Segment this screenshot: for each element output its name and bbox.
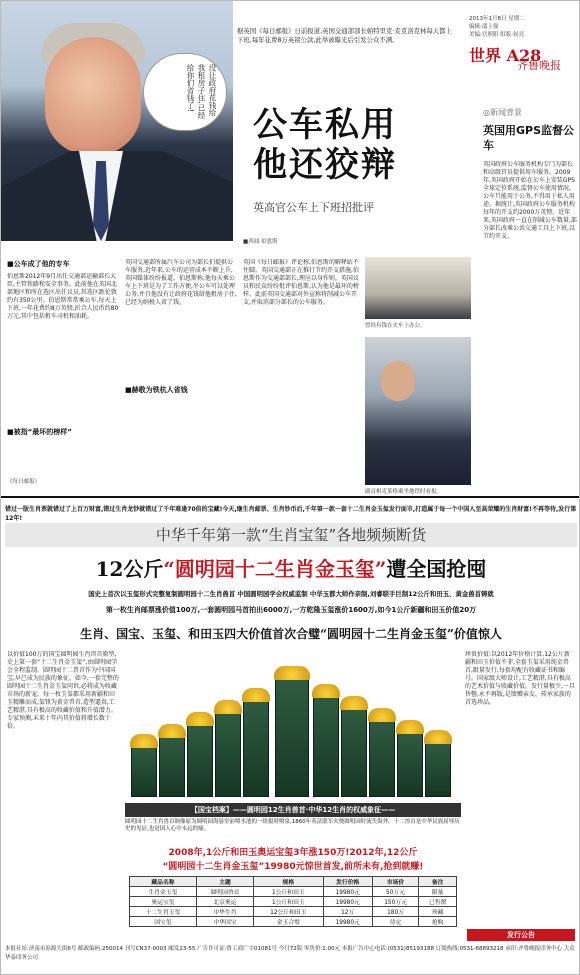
table-row	[130, 887, 457, 897]
table-header-cell: 藏品名称	[130, 877, 197, 887]
section-heading-3: ■赫敬为铁杭人省钱	[125, 386, 188, 394]
masthead-info	[469, 15, 577, 39]
table-cell: 中华国宝	[196, 917, 253, 927]
ad-line-1: 国史上首次以玉玺形式完整复制圆明园十二生肖兽首 中国圆明园学会权威监制 中华玉都大师作亲制,刘睿联手巨制12公斤和田玉、黄金兽首铸就	[88, 590, 494, 598]
price-table-header	[130, 877, 457, 887]
seal-4	[215, 713, 241, 797]
side-label: ◎新闻背景	[483, 108, 522, 117]
table-cell: 12公斤和田玉	[254, 907, 324, 917]
table-cell: 19980元	[323, 917, 372, 927]
seal-9	[369, 721, 395, 797]
seal-1	[131, 747, 157, 797]
body-text-left: 伯恩斯2012年9月出任交通部运输部长大臣,主管铁路和安全事务。此前他在英国北部地区和所在选区出任议员,其选区距伦敦约有350公里。伯恩斯常常乘公车,每天上下班,一年花费约8万英镑,折合人民币约80万元,其中包括租车司机和油耗。	[7, 273, 119, 320]
side-title: 英国用GPS监督公车	[483, 124, 575, 152]
table-cell: 奥运宝玺	[130, 897, 197, 907]
table-cell: 1公斤和田玉	[254, 887, 324, 897]
product-image	[125, 649, 461, 797]
seal-7	[313, 697, 339, 797]
promo-line-2: “圆明园十二生肖金玉玺”19980元惊世首发,前所未有,抢到就赚!	[162, 862, 424, 872]
ad-left-column: 以价值100万的国宝圆明园生肖兽首原型,史上第一套“十二生肖金玉玺”,由圆明园学会全程监制。圆明园十二兽首作为中国国宝,早已成为民族的象征。如今,一套完整的圆明园十二生肖金玉玺问世,必将成为收藏市场的新宠。每一枚玉玺都采用新疆和田玉精雕而成,玺钮为黄金兽首,造型逼真,工艺精湛,具有极高的收藏价值和升值潜力。专家预测,未来十年内其价值将增长数十倍。	[7, 651, 119, 730]
headline-subtitle: 英高官公车上下班招批评	[253, 201, 374, 214]
page-footer: 本报社址:济南市泺源大街6号 邮政编码:250014 刊号CN37-0003 邮发23-55 广告许可证:鲁工商广字01081号 今日72版 零售价:1.00元 本报广告中心电话:(0531)85193188 订阅热线:0531-68893218 承印:齐鲁晚报印务中心 大众华泰印务公司	[5, 946, 575, 961]
table-cell: 圆明园兽首	[196, 887, 253, 897]
body-column-left	[7, 259, 119, 493]
hotline-banner: 发行公告	[467, 929, 575, 941]
table-cell: 北京奥运	[196, 897, 253, 907]
table-cell: 限量	[419, 887, 457, 897]
price-table	[129, 876, 457, 927]
caption-2: 副首相克莱格乘坐地铁时看报。	[365, 489, 443, 495]
table-cell: 十二生肖玉玺	[130, 907, 197, 917]
seal-2	[159, 737, 185, 797]
table-cell: 中华生肖	[196, 907, 253, 917]
table-cell: 已售罄	[419, 897, 457, 907]
section-name: 世界 A28	[469, 46, 542, 65]
table-cell: 珍藏	[419, 907, 457, 917]
table-header-cell: 主题	[196, 877, 253, 887]
photo-subway-face	[381, 361, 415, 401]
quote-bubble: 没让政府花钱给我租房子住,已经给你们省钱了!	[143, 53, 227, 131]
seal-3	[187, 725, 213, 797]
editor-credit: 编辑:邵士强	[469, 24, 499, 30]
body-column-middle	[125, 259, 237, 493]
seal-8	[341, 709, 367, 797]
design-credit: 美编:宫照阳 组版:侯亮	[469, 32, 524, 38]
table-header-cell: 发行价格	[323, 877, 372, 887]
paper-name: 齐鲁晚报	[517, 59, 561, 72]
table-cell: 金玉合璧	[254, 917, 324, 927]
side-body: 英国政府公车服务机构专门为部长和高级官员提供用车服务。2009年,英国政府开始在公车上安装GPS全球定位系统,监督公车使用情况。公车只能用于公务,不得用于私人用途。据统计,英国政府公车服务机构每年的开支约2000万英镑。近年来,英国政府一直在削减公车数量,部分部长改乘公共交通工具上下班,以节约开支。	[483, 161, 577, 240]
caption-1: 曾经有钱在火车上办公。	[365, 323, 426, 329]
ad-intro: 错过一版生肖票就错过了上百万财富,错过生肖龙钞就错过了千年难逢70倍的宝藏!今天,继生肖邮票、生肖钞币后,千年第一款一套十二生肖金玉玺发行面市,打造属于每一个中国人至高荣耀的生肖财富!不再等待,发行第12年!	[5, 506, 577, 522]
section-divider	[1, 496, 580, 498]
table-row	[130, 907, 457, 917]
table-cell: 150万元	[372, 897, 419, 907]
table-row	[130, 917, 457, 927]
table-cell: 19980元	[323, 897, 372, 907]
table-header-cell: 市场价	[372, 877, 419, 887]
table-cell: 1公斤和田玉	[254, 897, 324, 907]
seal-11	[425, 743, 451, 797]
promo-line-1: 2008年,1公斤和田玉奥运宝玺3年涨150万!2012年,12公斤	[168, 848, 418, 858]
body-text-right: 英国《每日邮报》评论称,伯恩斯的解释站不住脚。英国交通部正在推行节约开支措施,伯恩斯作为交通部部长,理应以身作则。英国议员和民众纷纷批评伯恩斯,认为他是最坏的榜样。此前英国交通部对外宣称将削减公车开支,并取消部分部长的公车服务。	[243, 259, 359, 306]
table-cell: 国宝玺	[130, 917, 197, 927]
section-heading-1: ■公车成了他的专车	[7, 260, 70, 268]
table-cell: 12万	[323, 907, 372, 917]
photo-train-office	[365, 257, 471, 319]
ad-headline-a: 12公斤	[95, 557, 164, 581]
table-cell: 180万	[372, 907, 419, 917]
table-cell: 抢购	[419, 917, 457, 927]
ad-right-column: 珍贵价值:以2012年价格计算,12公斤新疆和田玉价值不菲,全套玉玺采用纯金兽首,限量发行,每套均配有收藏证书和编号。国家级大师设计,工艺精湛,具有极高的艺术价值与收藏价值。发行量极少,一旦售罄,永不再版,是馈赠亲友、传承家族的首选珍品。	[465, 651, 575, 706]
section-heading-2: ■被指“最坏的榜样”	[7, 428, 72, 436]
table-header-cell: 规格	[254, 877, 324, 887]
table-header-cell: 备注	[419, 877, 457, 887]
archive-body: 圆明园十二生肖兽首铜像原为圆明园海晏堂前喷水池的一组报时喷泉,1860年英法联军火烧圆明园时流失海外。十二兽首是中华民族屈辱历史的见证,也是国人心中永远的痛。	[125, 819, 460, 832]
ad-line-3: 生肖、国宝、玉玺、和田玉四大价值首次合璧“圆明园十二生肖金玉玺”价值惊人	[80, 627, 502, 641]
source-credit: 《每日邮报》	[7, 479, 41, 485]
body-text-middle: 英国交通部所属汽车公司为部长们提供公车服务,近年来,公车的运营成本不断上升,英国媒体纷纷报道。伯恩斯称,他每天乘公车上下班是为了工作方便,坐公车可以处理公务,并且他没有让政府花钱给他租房子住,已经为纳税人省了钱。	[125, 259, 237, 306]
issue-date: 2013年1月8日 星期二	[469, 16, 525, 22]
ad-headline-red: “圆明园十二生肖金玉玺”	[163, 557, 387, 581]
headline-line-2: 他还狡辩	[253, 145, 397, 185]
headline-line-1: 公车私用	[253, 105, 397, 145]
article-lead: 据英国《每日邮报》日前报道,英国交通部部长帕特里克·麦克洛克林每天都上下班,每年花费8万英镑公款,此举被曝光后引发公众不满。	[237, 27, 452, 44]
photo-face	[45, 37, 141, 155]
table-cell: 待定	[372, 917, 419, 927]
table-cell: 19980元	[323, 887, 372, 897]
ad-headline	[5, 553, 577, 582]
archive-title: 【国宝档案】——圆明园12生肖兽首·中华12生肖的权威象征——	[125, 803, 461, 817]
table-cell: 50万元	[372, 887, 419, 897]
seal-10	[397, 733, 423, 797]
byline: ■西闻·伯恩斯	[243, 239, 278, 245]
table-cell: 生肖金玉玺	[130, 887, 197, 897]
table-row	[130, 897, 457, 907]
photo-subway	[365, 337, 471, 485]
seal-6	[275, 679, 309, 797]
ad-line-2: 第一枚生肖邮票涨价值100万,一套圆明园马首拍出6000万,一方乾隆玉玺涨价1600万,如今1公斤新疆和田玉价值20万	[105, 606, 477, 614]
ad-band: 中华千年第一款“生肖宝玺”各地频频断货	[5, 523, 577, 547]
seal-5	[243, 701, 269, 797]
ad-headline-b: 遭全国抢囤	[386, 557, 487, 581]
